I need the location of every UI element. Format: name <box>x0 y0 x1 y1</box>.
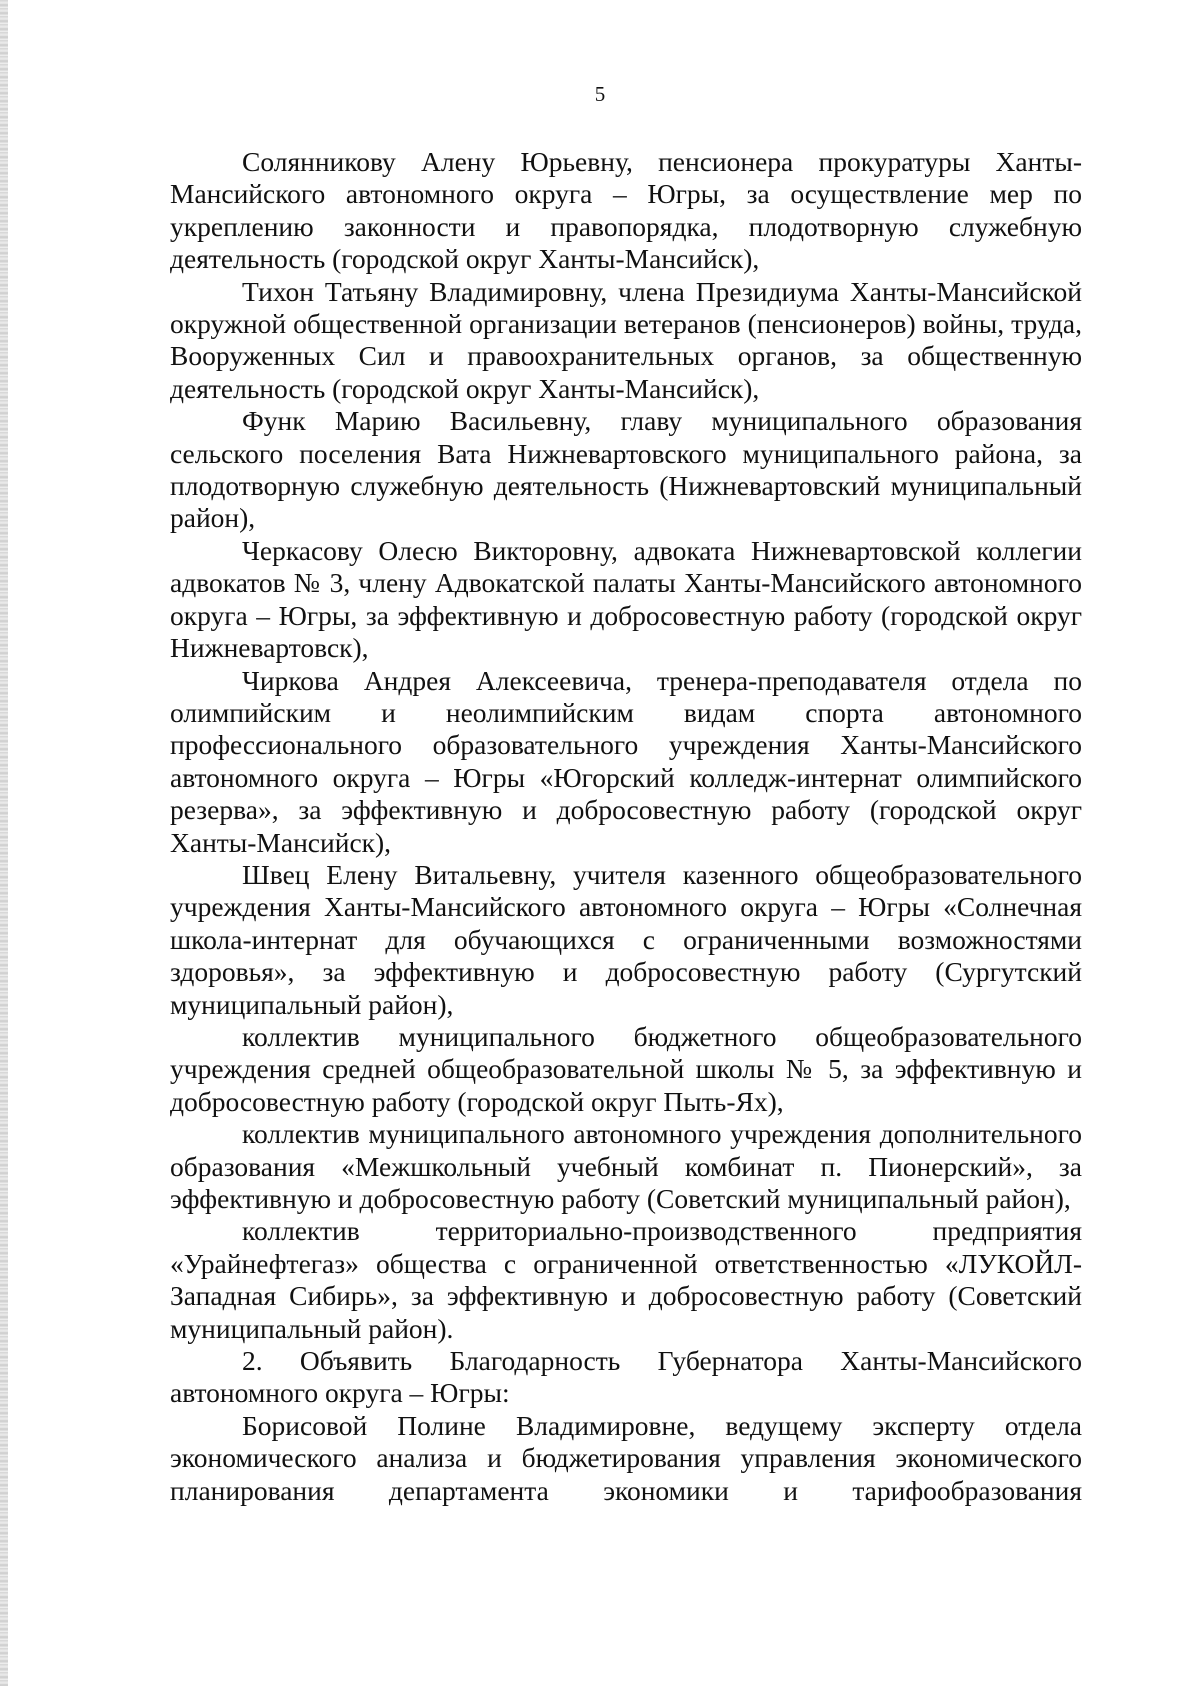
page-number: 5 <box>594 82 606 106</box>
paragraph-tikhon: Тихон Татьяну Владимировну, члена Президиума Ханты-Мансийской окружной общественной организации ветеранов (пенсионеров) войны, труда, Вооруженных Сил и правоохранительных органов, за общественную деятельность (городской округ Ханты-Мансийск), <box>170 275 1082 404</box>
scan-edge <box>0 0 8 1686</box>
paragraph-section-2: 2. Объявить Благодарность Губернатора Ханты-Мансийского автономного округа – Югры: <box>170 1345 1082 1409</box>
paragraph-uraineftegaz: коллектив территориально-производственного предприятия «Урайнефтегаз» общества с ограниченной ответственностью «ЛУКОЙЛ-Западная Сибирь», за эффективную и добросовестную работу (Советский муниципальный район). <box>170 1215 1082 1344</box>
paragraph-cherkasova: Черкасову Олесю Викторовну, адвоката Нижневартовской коллегии адвокатов № 3, члену Адвокатской палаты Ханты-Мансийского автономного округа – Югры, за эффективную и добросовестную работу (городской округ Нижневартовск), <box>170 534 1082 664</box>
paragraph-mezhshkolny-kombinat: коллектив муниципального автономного учреждения дополнительного образования «Межшкольный учебный комбинат п. Пионерский», за эффективную и добросовестную работу (Советский муниципальный район), <box>170 1118 1082 1214</box>
paragraph-funk: Функ Марию Васильевну, главу муниципального образования сельского поселения Вата Нижневартовского муниципального района, за плодотворную служебную деятельность (Нижневартовский муниципальный район), <box>170 405 1082 534</box>
paragraph-chirkov: Чиркова Андрея Алексеевича, тренера-преподавателя отдела по олимпийским и неолимпийским видам спорта автономного профессионального образовательного учреждения Ханты-Мансийского автономного округа – Югры «Югорский колледж-интернат олимпийского резерва», за эффективную и добросовестную работу (городской округ Ханты-Мансийск), <box>170 664 1082 858</box>
paragraph-borisova: Борисовой Полине Владимировне, ведущему эксперту отдела экономического анализа и бюджетирования управления экономического планирования департамента экономики и тарифообразования <box>170 1409 1082 1506</box>
document-body <box>170 146 1082 1507</box>
paragraph-school-5: коллектив муниципального бюджетного общеобразовательного учреждения средней общеобразовательной школы № 5, за эффективную и добросовестную работу (городской округ Пыть-Ях), <box>170 1020 1082 1117</box>
paragraph-solyannikova: Солянникову Алену Юрьевну, пенсионера прокуратуры Ханты-Мансийского автономного округа – Югры, за осуществление мер по укреплению законности и правопорядка, плодотворную служебную деятельность (городской округ Ханты-Мансийск), <box>170 146 1082 275</box>
paragraph-shvets: Швец Елену Витальевну, учителя казенного общеобразовательного учреждения Ханты-Мансийского автономного округа – Югры «Солнечная школа-интернат для обучающихся с ограниченными возможностями здоровья», за эффективную и добросовестную работу (Сургутский муниципальный район), <box>170 858 1082 1020</box>
